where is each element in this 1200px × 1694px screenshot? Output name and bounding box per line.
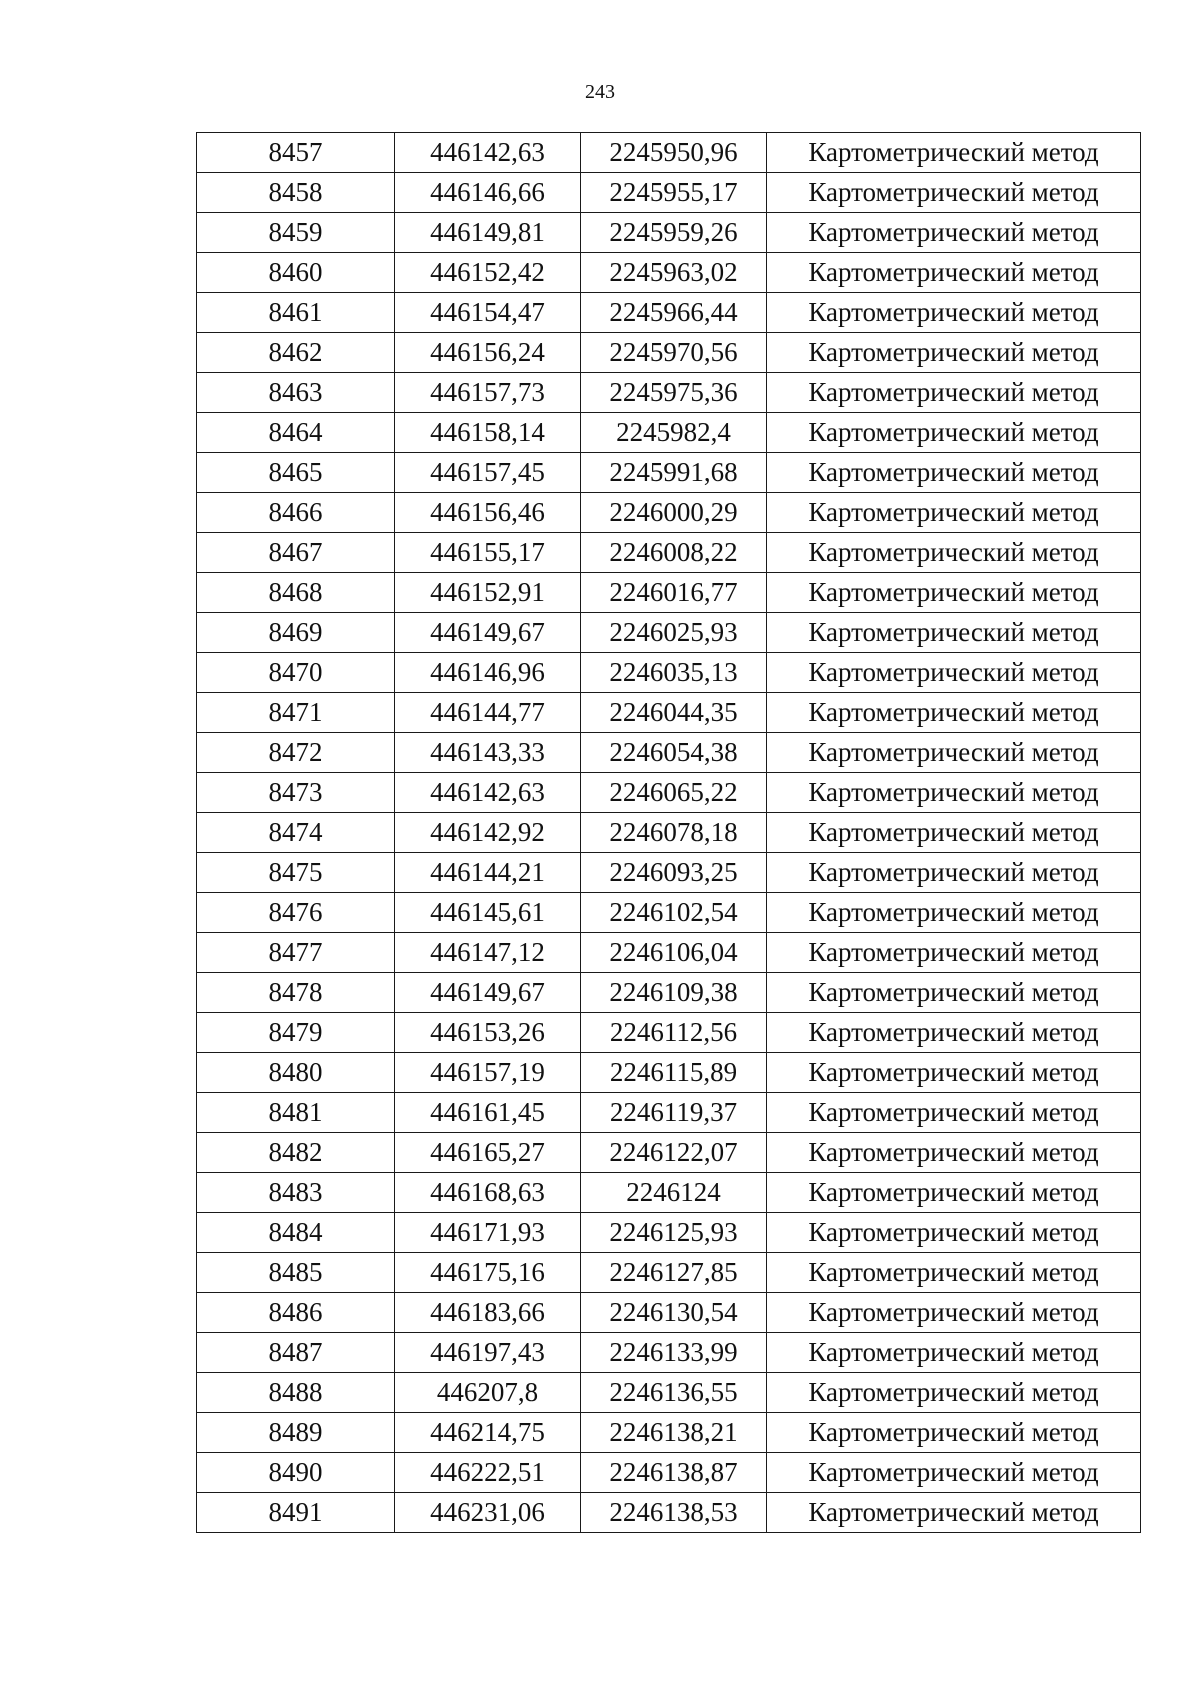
y-coordinate-cell: 2245991,68 [581, 453, 767, 493]
point-number-cell: 8480 [197, 1053, 395, 1093]
table-row [197, 453, 1141, 493]
y-coordinate-cell: 2245963,02 [581, 253, 767, 293]
table-row [197, 653, 1141, 693]
method-cell: Картометрический метод [767, 733, 1141, 773]
method-cell: Картометрический метод [767, 1053, 1141, 1093]
method-cell: Картометрический метод [767, 413, 1141, 453]
x-coordinate-cell: 446165,27 [395, 1133, 581, 1173]
x-coordinate-cell: 446144,77 [395, 693, 581, 733]
point-number-cell: 8458 [197, 173, 395, 213]
y-coordinate-cell: 2246054,38 [581, 733, 767, 773]
x-coordinate-cell: 446146,66 [395, 173, 581, 213]
table-row [197, 933, 1141, 973]
method-cell: Картометрический метод [767, 613, 1141, 653]
method-cell: Картометрический метод [767, 573, 1141, 613]
table-row [197, 853, 1141, 893]
point-number-cell: 8485 [197, 1253, 395, 1293]
y-coordinate-cell: 2246093,25 [581, 853, 767, 893]
y-coordinate-cell: 2246112,56 [581, 1013, 767, 1053]
table-row [197, 253, 1141, 293]
table-row [197, 1213, 1141, 1253]
y-coordinate-cell: 2246138,53 [581, 1493, 767, 1533]
point-number-cell: 8488 [197, 1373, 395, 1413]
method-cell: Картометрический метод [767, 773, 1141, 813]
point-number-cell: 8468 [197, 573, 395, 613]
x-coordinate-cell: 446152,42 [395, 253, 581, 293]
point-number-cell: 8464 [197, 413, 395, 453]
table-row [197, 973, 1141, 1013]
y-coordinate-cell: 2246106,04 [581, 933, 767, 973]
table-row [197, 773, 1141, 813]
table-row [197, 333, 1141, 373]
point-number-cell: 8484 [197, 1213, 395, 1253]
point-number-cell: 8461 [197, 293, 395, 333]
method-cell: Картометрический метод [767, 1133, 1141, 1173]
x-coordinate-cell: 446207,8 [395, 1373, 581, 1413]
x-coordinate-cell: 446147,12 [395, 933, 581, 973]
y-coordinate-cell: 2246035,13 [581, 653, 767, 693]
method-cell: Картометрический метод [767, 373, 1141, 413]
method-cell: Картометрический метод [767, 1373, 1141, 1413]
x-coordinate-cell: 446142,63 [395, 773, 581, 813]
method-cell: Картометрический метод [767, 893, 1141, 933]
point-number-cell: 8490 [197, 1453, 395, 1493]
table-row [197, 1053, 1141, 1093]
point-number-cell: 8459 [197, 213, 395, 253]
point-number-cell: 8477 [197, 933, 395, 973]
x-coordinate-cell: 446161,45 [395, 1093, 581, 1133]
y-coordinate-cell: 2246125,93 [581, 1213, 767, 1253]
method-cell: Картометрический метод [767, 493, 1141, 533]
table-row [197, 893, 1141, 933]
point-number-cell: 8466 [197, 493, 395, 533]
point-number-cell: 8460 [197, 253, 395, 293]
point-number-cell: 8481 [197, 1093, 395, 1133]
table-row [197, 213, 1141, 253]
method-cell: Картометрический метод [767, 1293, 1141, 1333]
point-number-cell: 8491 [197, 1493, 395, 1533]
x-coordinate-cell: 446157,73 [395, 373, 581, 413]
point-number-cell: 8479 [197, 1013, 395, 1053]
y-coordinate-cell: 2245975,36 [581, 373, 767, 413]
method-cell: Картометрический метод [767, 1413, 1141, 1453]
method-cell: Картометрический метод [767, 693, 1141, 733]
point-number-cell: 8472 [197, 733, 395, 773]
page-number: 243 [585, 81, 615, 103]
table-row [197, 1413, 1141, 1453]
y-coordinate-cell: 2246138,21 [581, 1413, 767, 1453]
method-cell: Картометрический метод [767, 173, 1141, 213]
table-row [197, 1253, 1141, 1293]
y-coordinate-cell: 2246119,37 [581, 1093, 767, 1133]
x-coordinate-cell: 446157,45 [395, 453, 581, 493]
method-cell: Картометрический метод [767, 453, 1141, 493]
x-coordinate-cell: 446231,06 [395, 1493, 581, 1533]
method-cell: Картометрический метод [767, 253, 1141, 293]
x-coordinate-cell: 446142,63 [395, 133, 581, 173]
y-coordinate-cell: 2246130,54 [581, 1293, 767, 1333]
point-number-cell: 8478 [197, 973, 395, 1013]
method-cell: Картометрический метод [767, 933, 1141, 973]
table-row [197, 813, 1141, 853]
point-number-cell: 8457 [197, 133, 395, 173]
table-row [197, 1493, 1141, 1533]
y-coordinate-cell: 2245982,4 [581, 413, 767, 453]
y-coordinate-cell: 2246127,85 [581, 1253, 767, 1293]
y-coordinate-cell: 2245966,44 [581, 293, 767, 333]
y-coordinate-cell: 2246115,89 [581, 1053, 767, 1093]
point-number-cell: 8476 [197, 893, 395, 933]
x-coordinate-cell: 446158,14 [395, 413, 581, 453]
coordinates-table-body [197, 133, 1141, 1533]
table-row [197, 1333, 1141, 1373]
x-coordinate-cell: 446156,24 [395, 333, 581, 373]
y-coordinate-cell: 2246138,87 [581, 1453, 767, 1493]
y-coordinate-cell: 2246102,54 [581, 893, 767, 933]
table-row [197, 1293, 1141, 1333]
x-coordinate-cell: 446197,43 [395, 1333, 581, 1373]
method-cell: Картометрический метод [767, 813, 1141, 853]
method-cell: Картометрический метод [767, 653, 1141, 693]
x-coordinate-cell: 446146,96 [395, 653, 581, 693]
table-row [197, 1453, 1141, 1493]
point-number-cell: 8469 [197, 613, 395, 653]
table-row [197, 573, 1141, 613]
x-coordinate-cell: 446142,92 [395, 813, 581, 853]
y-coordinate-cell: 2245959,26 [581, 213, 767, 253]
x-coordinate-cell: 446168,63 [395, 1173, 581, 1213]
table-row [197, 1093, 1141, 1133]
point-number-cell: 8467 [197, 533, 395, 573]
x-coordinate-cell: 446171,93 [395, 1213, 581, 1253]
point-number-cell: 8471 [197, 693, 395, 733]
y-coordinate-cell: 2246133,99 [581, 1333, 767, 1373]
x-coordinate-cell: 446175,16 [395, 1253, 581, 1293]
y-coordinate-cell: 2245955,17 [581, 173, 767, 213]
table-row [197, 1133, 1141, 1173]
point-number-cell: 8487 [197, 1333, 395, 1373]
method-cell: Картометрический метод [767, 213, 1141, 253]
point-number-cell: 8465 [197, 453, 395, 493]
table-row [197, 173, 1141, 213]
table-row [197, 613, 1141, 653]
x-coordinate-cell: 446153,26 [395, 1013, 581, 1053]
table-row [197, 693, 1141, 733]
y-coordinate-cell: 2246109,38 [581, 973, 767, 1013]
method-cell: Картометрический метод [767, 1213, 1141, 1253]
y-coordinate-cell: 2245970,56 [581, 333, 767, 373]
point-number-cell: 8483 [197, 1173, 395, 1213]
table-row [197, 1173, 1141, 1213]
point-number-cell: 8489 [197, 1413, 395, 1453]
table-row [197, 1013, 1141, 1053]
point-number-cell: 8482 [197, 1133, 395, 1173]
method-cell: Картометрический метод [767, 333, 1141, 373]
y-coordinate-cell: 2246065,22 [581, 773, 767, 813]
x-coordinate-cell: 446183,66 [395, 1293, 581, 1333]
y-coordinate-cell: 2246008,22 [581, 533, 767, 573]
method-cell: Картометрический метод [767, 133, 1141, 173]
x-coordinate-cell: 446144,21 [395, 853, 581, 893]
method-cell: Картометрический метод [767, 1493, 1141, 1533]
table-row [197, 373, 1141, 413]
table-row [197, 133, 1141, 173]
table-row [197, 493, 1141, 533]
table-row [197, 1373, 1141, 1413]
y-coordinate-cell: 2246025,93 [581, 613, 767, 653]
method-cell: Картометрический метод [767, 1013, 1141, 1053]
x-coordinate-cell: 446157,19 [395, 1053, 581, 1093]
y-coordinate-cell: 2246078,18 [581, 813, 767, 853]
table-row [197, 533, 1141, 573]
coordinates-table [196, 132, 1141, 1533]
method-cell: Картометрический метод [767, 1453, 1141, 1493]
x-coordinate-cell: 446214,75 [395, 1413, 581, 1453]
point-number-cell: 8486 [197, 1293, 395, 1333]
method-cell: Картометрический метод [767, 853, 1141, 893]
point-number-cell: 8474 [197, 813, 395, 853]
x-coordinate-cell: 446152,91 [395, 573, 581, 613]
point-number-cell: 8463 [197, 373, 395, 413]
method-cell: Картометрический метод [767, 533, 1141, 573]
y-coordinate-cell: 2245950,96 [581, 133, 767, 173]
table-row [197, 293, 1141, 333]
x-coordinate-cell: 446149,81 [395, 213, 581, 253]
method-cell: Картометрический метод [767, 1173, 1141, 1213]
y-coordinate-cell: 2246000,29 [581, 493, 767, 533]
y-coordinate-cell: 2246016,77 [581, 573, 767, 613]
y-coordinate-cell: 2246124 [581, 1173, 767, 1213]
y-coordinate-cell: 2246122,07 [581, 1133, 767, 1173]
x-coordinate-cell: 446149,67 [395, 973, 581, 1013]
x-coordinate-cell: 446149,67 [395, 613, 581, 653]
table-row [197, 413, 1141, 453]
point-number-cell: 8462 [197, 333, 395, 373]
x-coordinate-cell: 446155,17 [395, 533, 581, 573]
table-row [197, 733, 1141, 773]
point-number-cell: 8473 [197, 773, 395, 813]
method-cell: Картометрический метод [767, 973, 1141, 1013]
x-coordinate-cell: 446156,46 [395, 493, 581, 533]
method-cell: Картометрический метод [767, 293, 1141, 333]
method-cell: Картометрический метод [767, 1093, 1141, 1133]
y-coordinate-cell: 2246136,55 [581, 1373, 767, 1413]
y-coordinate-cell: 2246044,35 [581, 693, 767, 733]
x-coordinate-cell: 446222,51 [395, 1453, 581, 1493]
point-number-cell: 8470 [197, 653, 395, 693]
x-coordinate-cell: 446145,61 [395, 893, 581, 933]
x-coordinate-cell: 446154,47 [395, 293, 581, 333]
x-coordinate-cell: 446143,33 [395, 733, 581, 773]
method-cell: Картометрический метод [767, 1333, 1141, 1373]
point-number-cell: 8475 [197, 853, 395, 893]
method-cell: Картометрический метод [767, 1253, 1141, 1293]
